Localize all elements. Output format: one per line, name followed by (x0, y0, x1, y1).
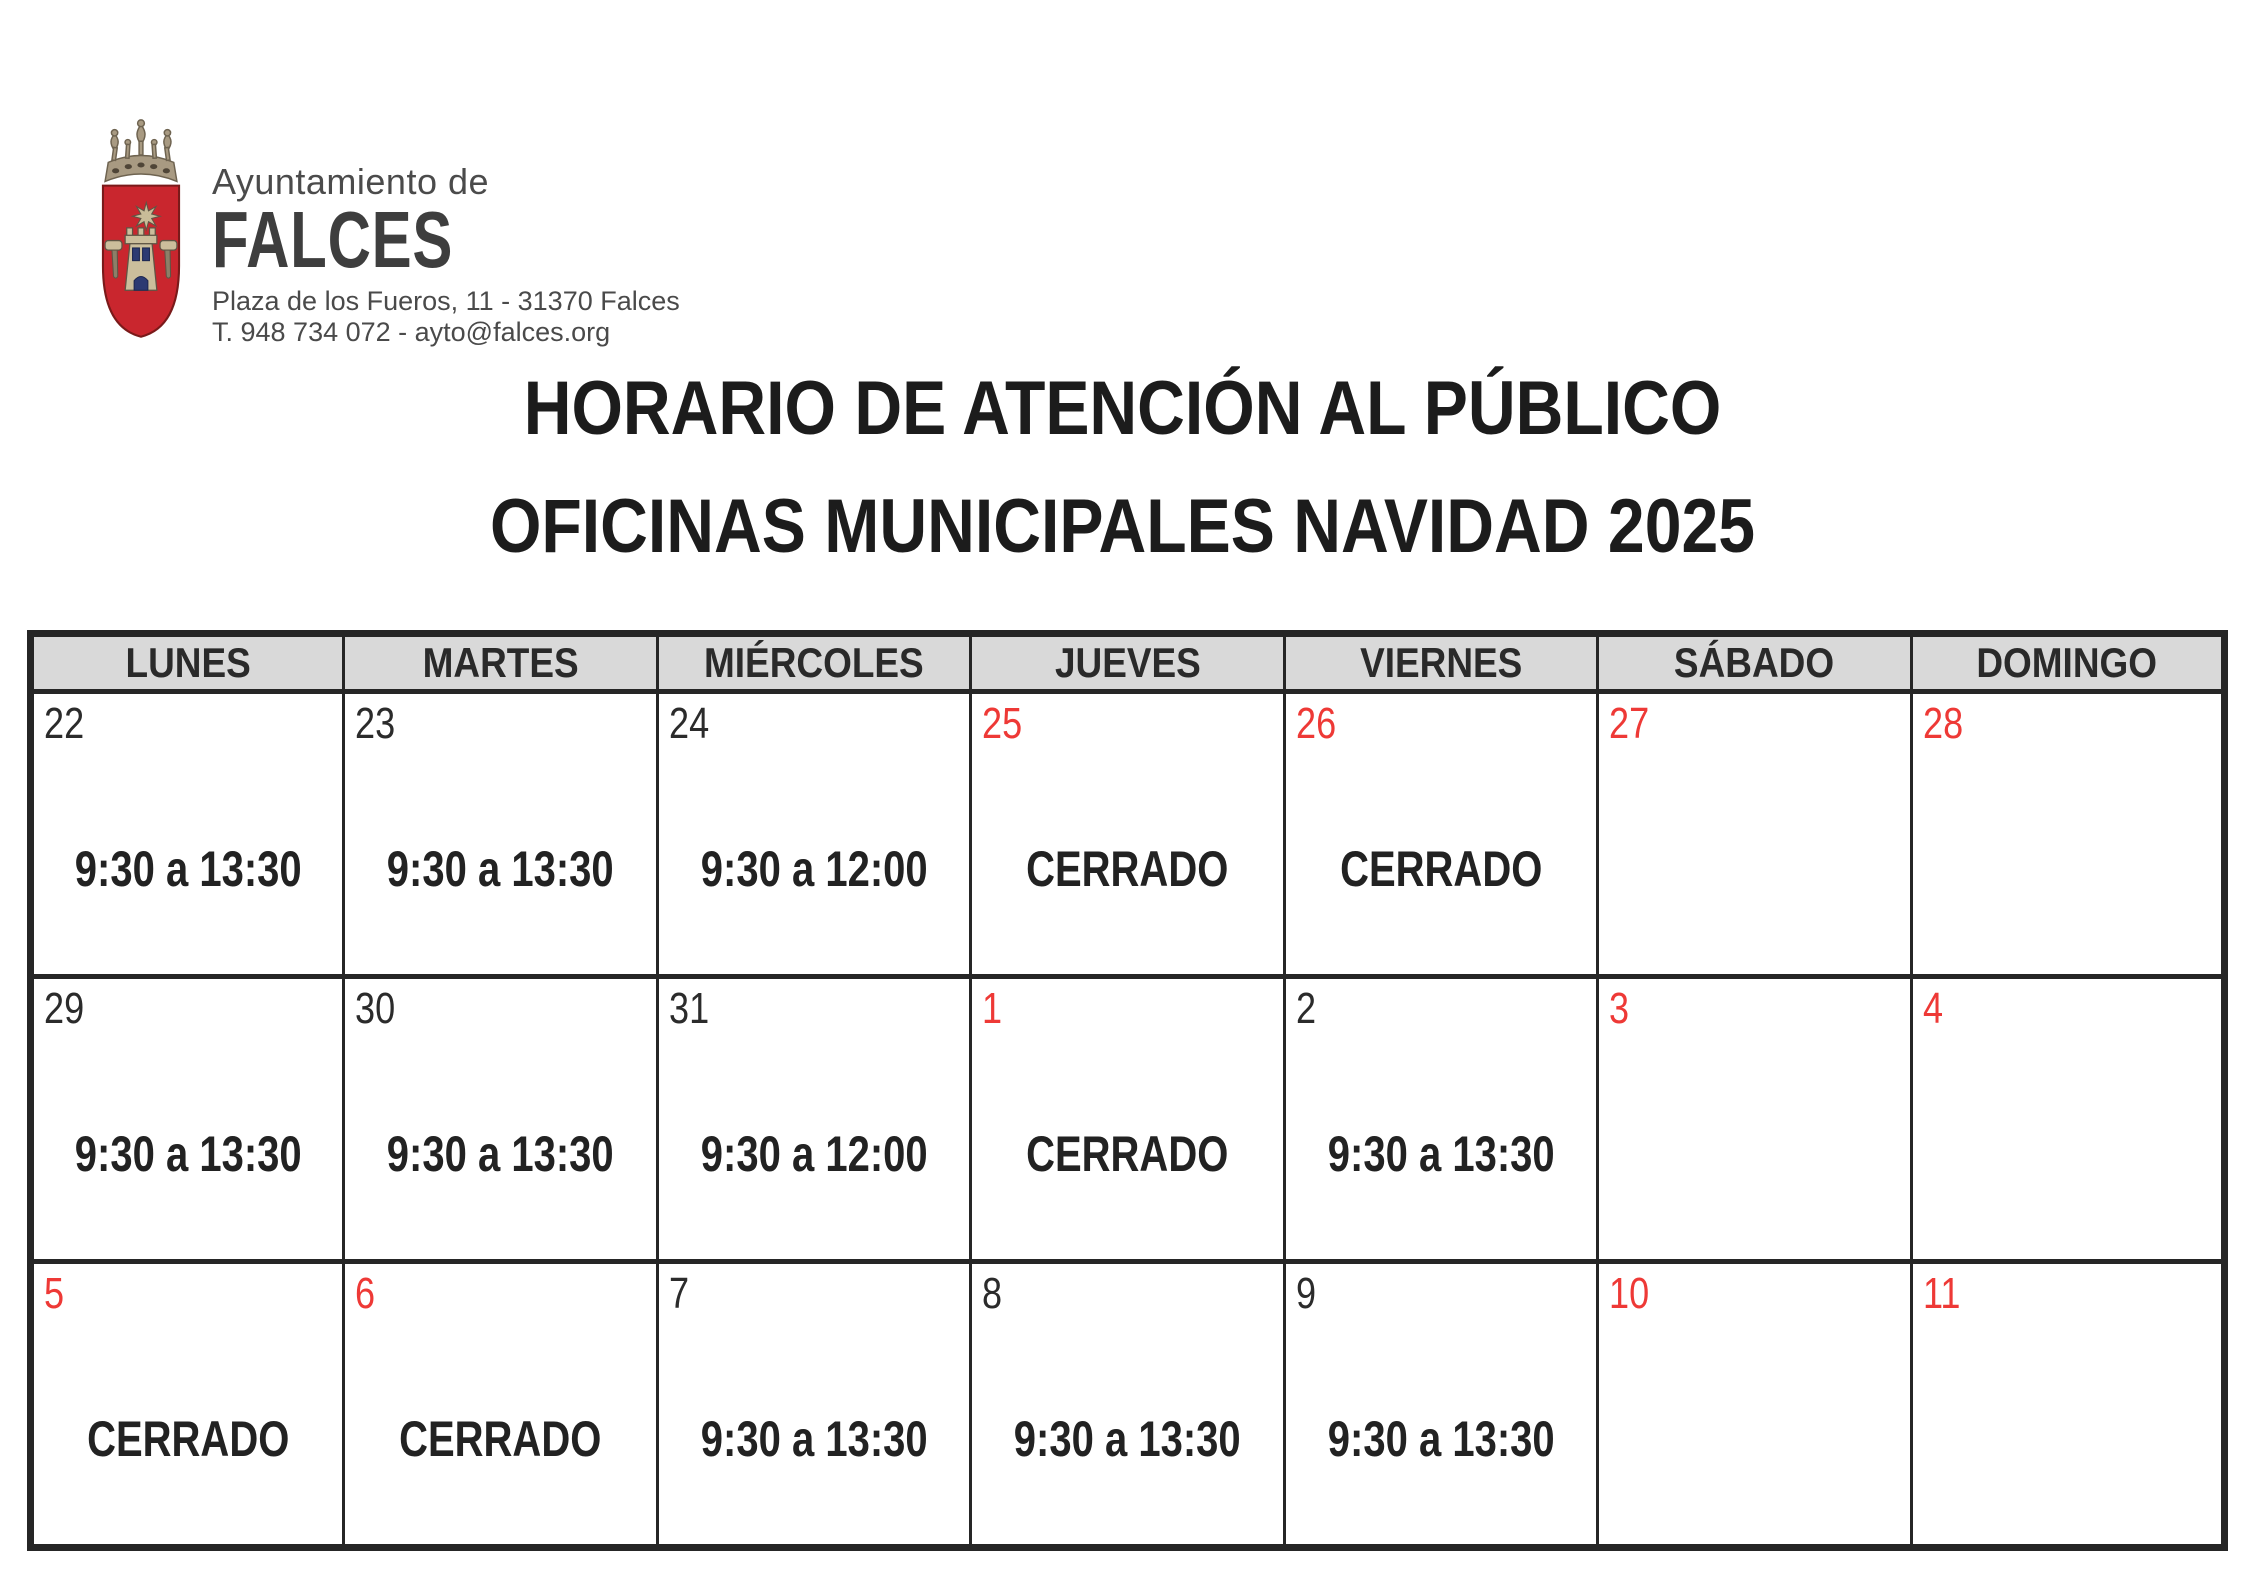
calendar-cell (1911, 977, 2224, 1262)
calendar-cell (971, 1262, 1284, 1548)
day-schedule: 9:30 a 13:30 (387, 841, 615, 898)
day-schedule: 9:30 a 13:30 (74, 1126, 302, 1183)
page-title (0, 350, 2245, 586)
schedule-calendar (27, 630, 2228, 1551)
day-schedule: 9:30 a 12:00 (700, 841, 928, 898)
day-number: 25 (982, 699, 1023, 748)
day-number: 2 (1295, 984, 1316, 1033)
calendar-cell (1598, 1262, 1911, 1548)
calendar-cell (31, 1262, 344, 1548)
org-prefix: Ayuntamiento de (212, 161, 490, 202)
day-number: 3 (1609, 984, 1630, 1033)
day-header-6 (1911, 634, 2224, 692)
day-header-2 (657, 634, 970, 692)
day-schedule: CERRADO (399, 1411, 602, 1468)
day-number: 27 (1609, 699, 1650, 748)
day-number: 5 (44, 1269, 65, 1318)
calendar-cell (31, 977, 344, 1262)
day-schedule: CERRADO (87, 1411, 290, 1468)
calendar-week-row (31, 977, 2225, 1262)
day-header-3 (971, 634, 1284, 692)
day-schedule: 9:30 a 13:30 (387, 1126, 615, 1183)
day-header-5 (1598, 634, 1911, 692)
day-header-label: SÁBADO (1674, 639, 1835, 686)
day-number: 30 (355, 984, 396, 1033)
calendar-cell (971, 977, 1284, 1262)
day-number: 7 (668, 1269, 689, 1318)
calendar-cell (1911, 1262, 2224, 1548)
calendar-week-row (31, 692, 2225, 977)
calendar-cell (1284, 977, 1597, 1262)
day-header-1 (344, 634, 657, 692)
day-header-0 (31, 634, 344, 692)
star (133, 203, 160, 230)
calendar-week-row (31, 1262, 2225, 1548)
calendar-cell (657, 977, 970, 1262)
calendar-cell (1598, 692, 1911, 977)
day-schedule: 9:30 a 13:30 (1014, 1411, 1241, 1468)
day-header-label: DOMINGO (1976, 639, 2158, 686)
day-number: 31 (668, 984, 709, 1033)
day-number: 1 (982, 984, 1003, 1033)
logo-text (212, 118, 680, 348)
calendar-header (31, 634, 2225, 692)
day-schedule: 9:30 a 13:30 (700, 1411, 928, 1468)
page-title-line-1: HORARIO DE ATENCIÓN AL PÚBLICO (523, 366, 1722, 451)
calendar-cell (1284, 692, 1597, 977)
day-number: 4 (1922, 984, 1943, 1033)
calendar-cell (344, 977, 657, 1262)
org-address: Plaza de los Fueros, 11 - 31370 Falces (212, 286, 680, 316)
calendar-cell (971, 692, 1284, 977)
calendar-cell (1598, 977, 1911, 1262)
falces-coat-of-arms-icon (88, 118, 194, 342)
day-header-label: VIERNES (1359, 639, 1523, 686)
tower-window (133, 248, 140, 261)
day-schedule: 9:30 a 13:30 (1327, 1411, 1555, 1468)
day-schedule: CERRADO (1026, 1126, 1229, 1183)
tower-window (143, 248, 150, 261)
day-number: 8 (982, 1269, 1003, 1318)
day-header-label: JUEVES (1054, 639, 1201, 686)
calendar-cell (1911, 692, 2224, 977)
calendar-cell (1284, 1262, 1597, 1548)
day-number: 28 (1922, 699, 1963, 748)
day-number: 11 (1922, 1269, 1960, 1318)
calendar-cell (657, 692, 970, 977)
logo-block (88, 118, 680, 348)
calendar-body (31, 692, 2225, 1548)
org-name: FALCES (212, 195, 454, 284)
calendar-cell (344, 1262, 657, 1548)
day-number: 6 (355, 1269, 376, 1318)
page-title-line-2: OFICINAS MUNICIPALES NAVIDAD 2025 (489, 484, 1756, 569)
org-contact: T. 948 734 072 - ayto@falces.org (212, 317, 611, 347)
day-schedule: CERRADO (1339, 841, 1543, 898)
day-schedule: 9:30 a 13:30 (1327, 1126, 1555, 1183)
day-header-label: MARTES (422, 639, 579, 686)
day-schedule: CERRADO (1026, 841, 1229, 898)
day-header-label: LUNES (125, 639, 251, 686)
day-number: 26 (1295, 699, 1336, 748)
day-schedule: 9:30 a 12:00 (700, 1126, 928, 1183)
calendar-cell (657, 1262, 970, 1548)
day-number: 23 (355, 699, 396, 748)
calendar-cell (31, 692, 344, 977)
day-number: 22 (44, 699, 85, 748)
day-number: 24 (668, 699, 709, 748)
day-schedule: 9:30 a 13:30 (74, 841, 302, 898)
day-number: 29 (44, 984, 85, 1033)
day-header-label: MIÉRCOLES (704, 639, 924, 686)
calendar-header-row (31, 634, 2225, 692)
calendar-cell (344, 692, 657, 977)
tower-door (134, 276, 148, 290)
day-number: 9 (1295, 1269, 1316, 1318)
day-number: 10 (1609, 1269, 1650, 1318)
day-header-4 (1284, 634, 1597, 692)
